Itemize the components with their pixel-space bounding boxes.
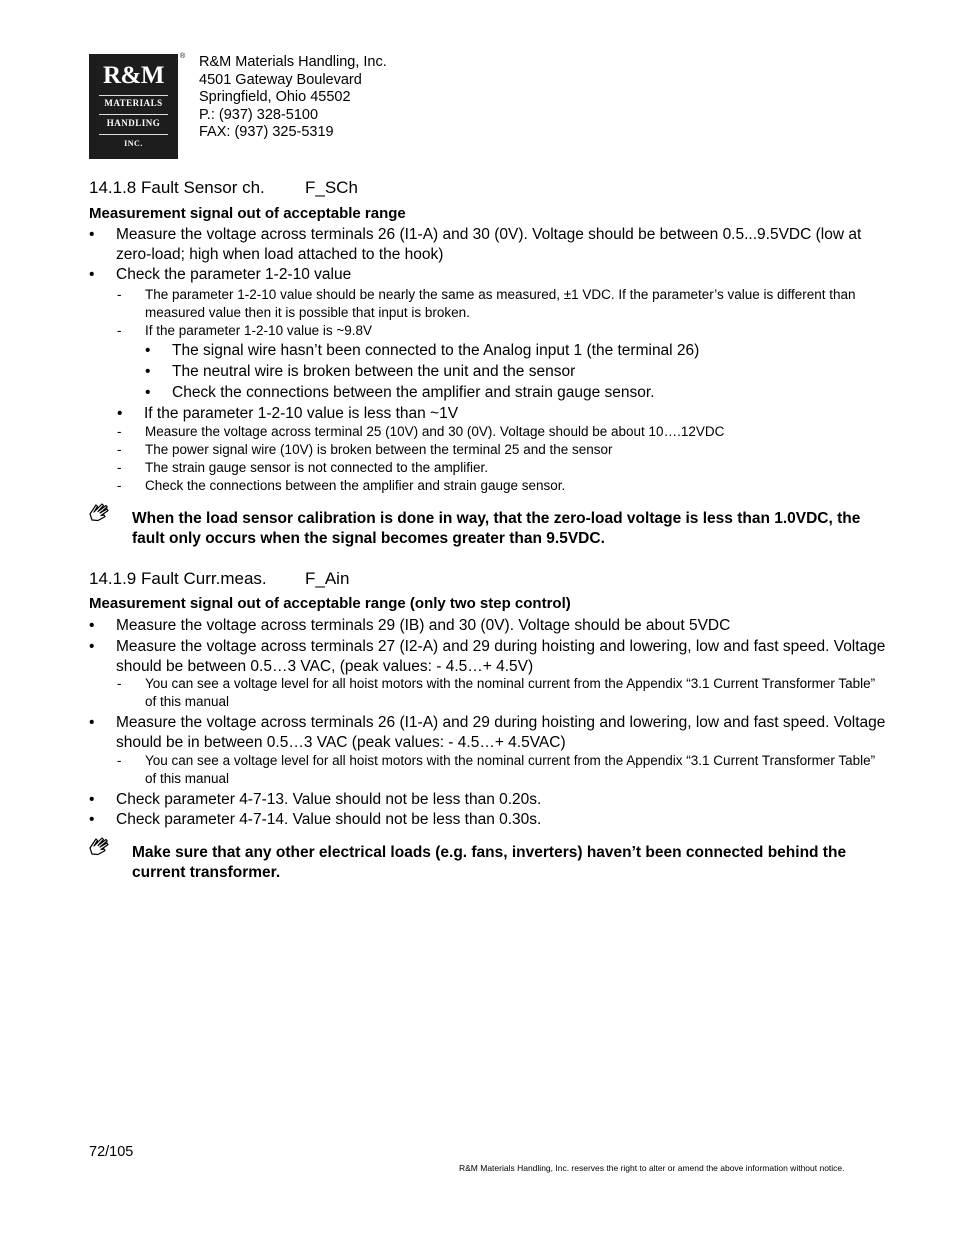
section-heading-14-1-9 <box>89 569 349 589</box>
list-item-text: Check the parameter 1-2-10 value <box>116 266 352 283</box>
logo-mark: R&M <box>103 62 164 89</box>
dash-marker: - <box>117 442 122 457</box>
list-item-text: Measure the voltage across terminals 26 (I1-A) and 30 (0V). Voltage should be between 0.5...9.5VDC (low at zero-load; high when load attached to the hook) <box>116 226 862 263</box>
sub-list-item-text: The strain gauge sensor is not connected to the amplifier. <box>145 460 488 475</box>
list-item-text: If the parameter 1-2-10 value is less than ~1V <box>144 405 459 422</box>
logo-divider <box>99 114 168 115</box>
address-line: R&M Materials Handling, Inc. <box>199 54 387 70</box>
list-item-text: Check parameter 4-7-14. Value should not be less than 0.30s. <box>116 811 542 828</box>
dash-marker: - <box>117 753 122 768</box>
sub-list-item-text: If the parameter 1-2-10 value is ~9.8V <box>145 323 373 338</box>
page-number: 72/105 <box>89 1144 134 1160</box>
bullet-marker: • <box>89 617 95 634</box>
list-item-text: Measure the voltage across terminals 29 (IB) and 30 (0V). Voltage should be about 5VDC <box>116 617 731 634</box>
section-heading-14-1-8 <box>89 178 358 198</box>
sub-list-item-text: You can see a voltage level for all hoist motors with the nominal current from the Appendix “3.1 Current Transformer Table” of this manual <box>145 676 876 709</box>
list-item-text: Check parameter 4-7-13. Value should not be less than 0.20s. <box>116 791 542 808</box>
note-text: When the load sensor calibration is done in way, that the zero-load voltage is less than 1.0VDC, the fault only occurs when the signal becomes greater than 9.5VDC. <box>132 510 861 547</box>
bullet-marker: • <box>89 811 95 828</box>
sub-list-item-text: The power signal wire (10V) is broken between the terminal 25 and the sensor <box>145 442 613 457</box>
section-subheading: Measurement signal out of acceptable range <box>89 205 406 222</box>
address-line: FAX: (937) 325-5319 <box>199 124 334 141</box>
address-line: 4501 Gateway Boulevard <box>199 71 362 88</box>
section-fault-label: F_Ain <box>305 569 350 588</box>
address-line: P.: (937) 328-5100 <box>199 106 319 123</box>
dash-marker: - <box>117 287 122 302</box>
section-code: 14.1.8 Fault Sensor ch. <box>89 178 265 197</box>
sub-list-item-text: The parameter 1-2-10 value should be nearly the same as measured, ±1 VDC. If the parameter’s value is different than measured value then it is possible that input is broken. <box>145 287 856 320</box>
bullet-marker: • <box>89 266 95 283</box>
logo-divider <box>99 95 168 96</box>
list-item-text: The signal wire hasn’t been connected to the Analog input 1 (the terminal 26) <box>172 342 700 359</box>
bullet-marker: • <box>145 342 151 359</box>
logo-divider <box>99 134 168 135</box>
bullet-marker: • <box>145 363 151 380</box>
dash-marker: - <box>117 676 122 691</box>
list-item-text: Measure the voltage across terminals 27 (I2-A) and 29 during hoisting and lowering, low and fast speed. Voltage should be between 0.5…3 VAC, (peak values: - 4.5…+ 4.5V) <box>116 638 886 675</box>
note-text: Make sure that any other electrical loads (e.g. fans, inverters) haven’t been connected behind the current transformer. <box>132 844 847 881</box>
list-item-text: Check the connections between the amplifier and strain gauge sensor. <box>172 384 655 401</box>
list-item-text: Measure the voltage across terminals 26 (I1-A) and 29 during hoisting and lowering, low and fast speed. Voltage should be in between 0.5…3 VAC (peak values: - 4.5…+ 4.5VAC) <box>116 714 886 751</box>
logo-line3: INC. <box>124 139 143 148</box>
dash-marker: - <box>117 460 122 475</box>
company-logo <box>89 54 178 159</box>
bullet-marker: • <box>89 226 95 243</box>
bullet-marker: • <box>89 791 95 808</box>
dash-marker: - <box>117 478 122 493</box>
sub-list-item-text: Check the connections between the amplifier and strain gauge sensor. <box>145 478 566 493</box>
company-address <box>199 54 387 142</box>
logo-line1: MATERIALS <box>104 98 163 108</box>
section-fault-label: F_SCh <box>305 178 358 197</box>
logo-line2: HANDLING <box>106 118 161 128</box>
footer-notice: R&M Materials Handling, Inc. reserves the right to alter or amend the above information without notice. <box>459 1163 845 1173</box>
sub-list-item-text: Measure the voltage across terminal 25 (10V) and 30 (0V). Voltage should be about 10….12VDC <box>145 424 725 439</box>
address-line: Springfield, Ohio 45502 <box>199 89 351 106</box>
dash-marker: - <box>117 424 122 439</box>
hand-icon <box>88 836 116 858</box>
bullet-marker: • <box>89 714 95 731</box>
bullet-marker: • <box>117 405 123 422</box>
sub-list-item-text: You can see a voltage level for all hoist motors with the nominal current from the Appendix “3.1 Current Transformer Table” of this manual <box>145 753 876 786</box>
hand-icon <box>88 502 116 524</box>
section-code: 14.1.9 Fault Curr.meas. <box>89 569 267 588</box>
bullet-marker: • <box>145 384 151 401</box>
bullet-marker: • <box>89 638 95 655</box>
dash-marker: - <box>117 323 122 338</box>
registered-mark: ® <box>180 53 186 60</box>
section-subheading: Measurement signal out of acceptable range (only two step control) <box>89 595 571 612</box>
list-item-text: The neutral wire is broken between the unit and the sensor <box>172 363 576 380</box>
